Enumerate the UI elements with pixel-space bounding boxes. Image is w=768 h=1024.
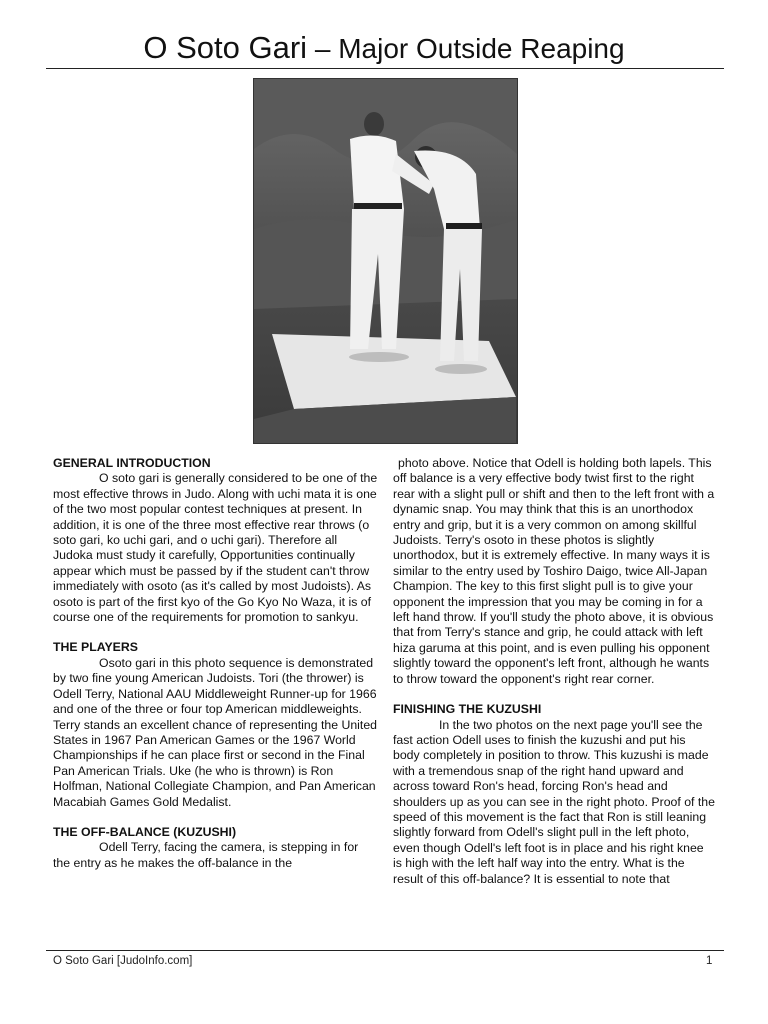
page-title bbox=[0, 30, 768, 66]
left-column bbox=[53, 456, 378, 886]
right-column bbox=[393, 456, 715, 902]
footer-rule bbox=[46, 950, 724, 951]
section-heading: THE PLAYERS bbox=[53, 640, 138, 655]
footer-source: O Soto Gari [JudoInfo.com] bbox=[53, 955, 193, 967]
judo-throw-illustration bbox=[254, 79, 517, 443]
page-number: 1 bbox=[706, 955, 713, 967]
section-body: O soto gari is generally considered to be one of the most effective throws in Judo. Along with uchi mata it is one of the two most popular contest techniques at present. In addition, it is one of the three most effective rear throws (o soto gari, ko uchi gari, and o uchi gari). Therefore all Judoka must study it carefully, Opportunities continually appear which must be passed by if the student can't throw immediately with osoto (as it's called by most Judoists). As osoto is part of the first kyo of the Go Kyo No Waza, it is of course one of the requirements for promotion to sankyu. bbox=[53, 471, 378, 625]
section-body: In the two photos on the next page you'll see the fast action Odell uses to finish the kuzushi and put his body completely in position to throw. This kuzushi is made with a tremendous snap of the right hand upward and across toward Ron's head, forcing Ron's head and shoulders up as you can see in the right photo. Proof of the speed of this movement is the fact that Ron is still leaning slightly forward from Odell's slight pull in the left photo, even though Odell's left foot is in place and his right knee is high with the left half way into the entry. What is the result of this off-balance? It is essential to note that bbox=[393, 717, 715, 886]
section-body: Odell Terry, facing the camera, is stepping in for the entry as he makes the off-balance in the bbox=[53, 840, 359, 870]
section-heading: FINISHING THE KUZUSHI bbox=[393, 702, 542, 717]
judo-photo bbox=[253, 78, 518, 444]
title-main: O Soto Gari bbox=[143, 30, 308, 65]
title-subtitle: – Major Outside Reaping bbox=[307, 33, 625, 64]
section-heading: GENERAL INTRODUCTION bbox=[53, 456, 211, 470]
continued-paragraph: photo above. Notice that Odell is holding both lapels. This off balance is a very effective body twist first to the right rear with a slight pull or shift and then to the left front with a dynamic snap. You may think that this is an unorthodox entry and grip, but it is a very common on among skillful Judoists. Terry's osoto in these photos is slightly unorthodox, but it is extremely effective. In many ways it is similar to the entry used by Toshiro Daigo, twice All-Japan Champion. The key to this first slight pull is to give your opponent the impression that you may be coming in for a left hand throw. If you'll study the photo above, it is obvious that from Terry's stance and grip, he could attack with left hiza garuma at this point, and is even pulling his opponent slightly toward the opponent's left front, although he wants to throw toward the opponent's right rear corner. bbox=[393, 456, 715, 686]
section-body: Osoto gari in this photo sequence is demonstrated by two fine young American Judoists. Tori (the thrower) is Odell Terry, National AAU Middleweight Runner-up for 1966 and one of the three or four top American middleweights. Terry stands an excellent chance of representing the United States in 1967 Pan American Games or the 1967 World Championships if he can place first or second in the Final Pan American Trials. Uke (he who is thrown) is Ron Holfman, National Collegiate Champion, and Pan American Macabiah Games Gold Medalist. bbox=[53, 655, 378, 809]
section-heading: THE OFF-BALANCE (KUZUSHI) bbox=[53, 824, 237, 839]
title-rule bbox=[46, 68, 724, 69]
